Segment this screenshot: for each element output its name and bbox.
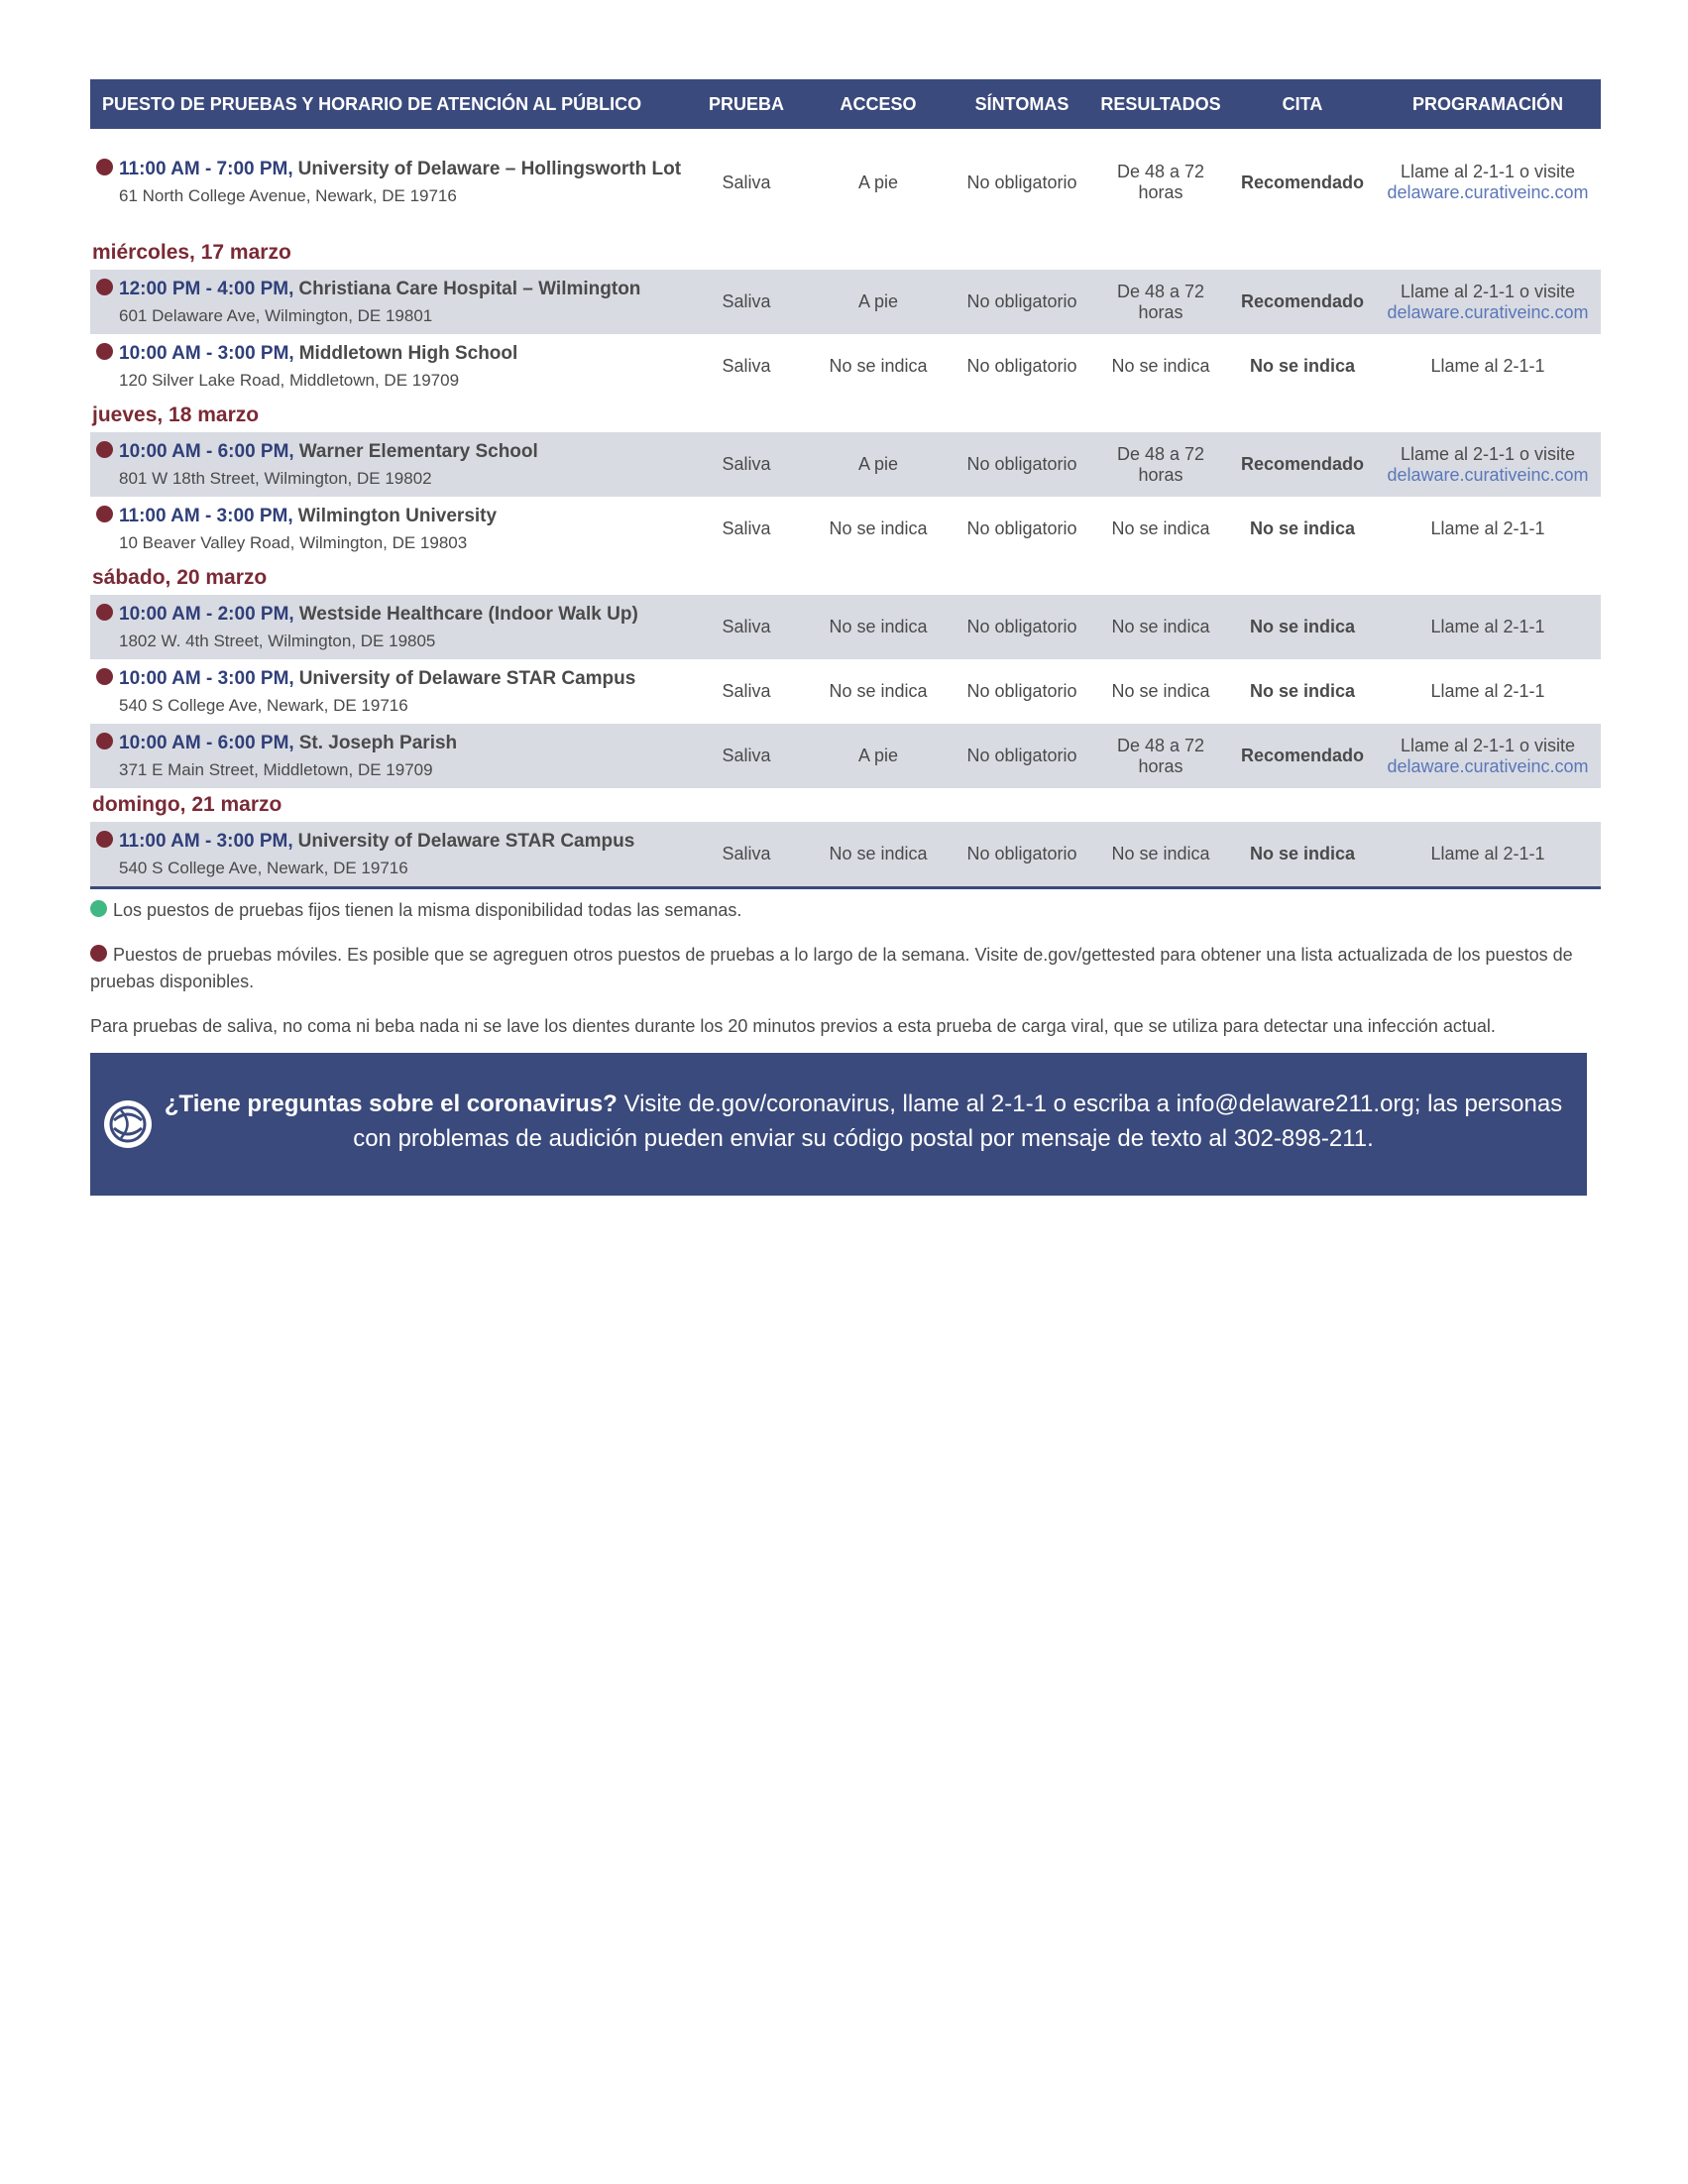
site-hours: 11:00 AM - 3:00 PM, [119,505,293,526]
header-test: PRUEBA [689,79,804,129]
site-name: University of Delaware STAR Campus [297,830,635,852]
mobile-site-dot-icon [96,506,113,522]
site-hours: 11:00 AM - 3:00 PM, [119,830,293,852]
site-name: Middletown High School [298,342,518,364]
appointment-cell: Recomendado [1230,270,1375,334]
site-address: 801 W 18th Street, Wilmington, DE 19802 [119,468,432,488]
day-heading: miércoles, 17 marzo [92,241,291,264]
symptoms-cell: No obligatorio [966,172,1077,192]
mobile-site-dot-icon [96,159,113,175]
site-name: St. Joseph Parish [298,732,458,753]
note-fixed [90,897,1601,924]
results-cell: No se indica [1111,681,1210,701]
scheduling-text: Llame al 2-1-1 o visite [1400,735,1576,755]
scheduling-text: Llame al 2-1-1 [1430,617,1545,636]
site-cell [90,129,689,236]
day-heading: jueves, 18 marzo [92,403,260,426]
scheduling-cell [1375,270,1601,334]
symptoms-cell: No obligatorio [953,822,1091,888]
appointment-cell: Recomendado [1230,432,1375,497]
day-heading-row [90,399,1601,432]
results-cell: De 48 a 72 horas [1116,162,1205,202]
scheduling-link[interactable]: delaware.curativeinc.com [1387,464,1589,485]
header-results: RESULTADOS [1091,79,1230,129]
site-hours: 11:00 AM - 7:00 PM, [119,159,293,179]
note-mobile [90,942,1601,995]
site-cell [90,659,689,724]
access-cell: No se indica [829,356,928,376]
table-row [90,497,1601,561]
scheduling-text: Llame al 2-1-1 [1430,681,1545,701]
scheduling-cell [1375,432,1601,497]
test-cell: Saliva [722,681,771,701]
site-address: 601 Delaware Ave, Wilmington, DE 19801 [119,305,433,325]
scheduling-link[interactable]: delaware.curativeinc.com [1387,755,1589,776]
access-cell: A pie [804,270,953,334]
site-name: University of Delaware – Hollingsworth Lot [297,159,682,179]
table-row [90,724,1601,788]
table-row [90,659,1601,724]
appointment-cell: No se indica [1249,681,1356,701]
header-access: ACCESO [804,79,953,129]
banner-text [160,1087,1567,1156]
site-cell [90,724,689,788]
symptoms-cell: No obligatorio [953,724,1091,788]
mobile-site-dot-icon [96,831,113,848]
site-address: 61 North College Avenue, Newark, DE 19716 [119,186,457,205]
virus-logo-icon [104,1100,152,1148]
results-cell: No se indica [1111,356,1210,376]
header-site: PUESTO DE PRUEBAS Y HORARIO DE ATENCIÓN AL PÚBLICO [90,79,689,129]
site-name: Wilmington University [297,505,498,526]
table-row [90,334,1601,399]
access-cell: No se indica [804,822,953,888]
header-appointment: CITA [1230,79,1375,129]
fixed-site-dot-icon [90,900,107,917]
scheduling-cell [1375,129,1601,236]
scheduling-cell [1375,334,1601,399]
banner-body: Visite de.gov/coronavirus, llame al 2-1-1 o escriba a info@delaware211.org; las personas con problemas de audición pueden enviar su código postal por mensaje de texto al 302-898-211. [353,1091,1563,1152]
site-address: 10 Beaver Valley Road, Wilmington, DE 19803 [119,532,468,552]
site-cell [90,334,689,399]
test-cell: Saliva [689,724,804,788]
table-header-row [90,79,1601,129]
scheduling-cell [1375,595,1601,659]
symptoms-cell: No obligatorio [953,432,1091,497]
header-scheduling: PROGRAMACIÓN [1375,79,1601,129]
scheduling-text: Llame al 2-1-1 o visite [1400,443,1576,464]
scheduling-text: Llame al 2-1-1 [1430,518,1545,538]
notes-section [90,897,1601,1058]
scheduling-cell [1375,497,1601,561]
site-cell [90,432,689,497]
scheduling-cell [1375,822,1601,888]
mobile-site-dot-icon [96,668,113,685]
day-heading: domingo, 21 marzo [92,793,282,816]
appointment-cell: Recomendado [1230,724,1375,788]
note-mobile-text: Puestos de pruebas móviles. Es posible que se agreguen otros puestos de pruebas a lo largo de la semana. Visite de.gov/gettested para obtener una lista actualizada de los puestos de pruebas disponibles. [90,945,1573,991]
site-name: Warner Elementary School [298,440,538,462]
scheduling-text: Llame al 2-1-1 [1430,844,1545,863]
site-hours: 10:00 AM - 3:00 PM, [119,667,294,689]
mobile-site-dot-icon [96,604,113,621]
access-cell: No se indica [829,518,928,538]
table-row [90,432,1601,497]
site-name: University of Delaware STAR Campus [298,667,636,689]
test-cell: Saliva [722,172,771,192]
access-cell: No se indica [829,681,928,701]
scheduling-link[interactable]: delaware.curativeinc.com [1387,182,1589,202]
header-symptoms: SÍNTOMAS [953,79,1091,129]
symptoms-cell: No obligatorio [966,681,1077,701]
symptoms-cell: No obligatorio [966,518,1077,538]
test-cell: Saliva [689,270,804,334]
test-cell: Saliva [689,432,804,497]
appointment-cell: No se indica [1230,822,1375,888]
site-name: Christiana Care Hospital – Wilmington [298,278,641,299]
test-cell: Saliva [722,518,771,538]
access-cell: A pie [804,724,953,788]
table-body [90,129,1601,888]
site-cell [90,270,689,334]
mobile-site-dot-icon [96,279,113,295]
results-cell: De 48 a 72 horas [1091,270,1230,334]
access-cell: A pie [804,432,953,497]
day-heading-row [90,788,1601,822]
test-cell: Saliva [689,595,804,659]
symptoms-cell: No obligatorio [953,595,1091,659]
table-row [90,129,1601,236]
note-fixed-text: Los puestos de pruebas fijos tienen la misma disponibilidad todas las semanas. [113,900,742,920]
site-hours: 12:00 PM - 4:00 PM, [119,278,294,299]
scheduling-link[interactable]: delaware.curativeinc.com [1387,301,1589,322]
site-address: 1802 W. 4th Street, Wilmington, DE 19805 [119,631,436,650]
mobile-site-dot-icon [96,733,113,749]
coronavirus-banner [90,1053,1587,1196]
symptoms-cell: No obligatorio [966,356,1077,376]
mobile-site-dot-icon [96,343,113,360]
site-hours: 10:00 AM - 6:00 PM, [119,732,294,753]
appointment-cell: No se indica [1230,595,1375,659]
access-cell: A pie [857,172,899,192]
access-cell: No se indica [804,595,953,659]
banner-question: ¿Tiene preguntas sobre el coronavirus? [164,1091,618,1117]
day-heading: sábado, 20 marzo [92,566,268,589]
note-saliva: Para pruebas de saliva, no coma ni beba nada ni se lave los dientes durante los 20 minutos previos a esta prueba de carga viral, que se utiliza para detectar una infección actual. [90,1016,1496,1036]
symptoms-cell: No obligatorio [953,270,1091,334]
appointment-cell: No se indica [1249,356,1356,376]
results-cell: No se indica [1091,595,1230,659]
site-hours: 10:00 AM - 2:00 PM, [119,603,294,625]
site-hours: 10:00 AM - 6:00 PM, [119,440,294,462]
site-name: Westside Healthcare (Indoor Walk Up) [298,603,638,625]
test-cell: Saliva [722,356,771,376]
appointment-cell: Recomendado [1240,172,1365,192]
results-cell: No se indica [1091,822,1230,888]
site-cell [90,497,689,561]
results-cell: No se indica [1111,518,1210,538]
table-row [90,595,1601,659]
mobile-site-dot-icon [90,945,107,962]
day-heading-row [90,236,1601,270]
site-address: 371 E Main Street, Middletown, DE 19709 [119,759,433,779]
results-cell: De 48 a 72 horas [1091,432,1230,497]
results-cell: De 48 a 72 horas [1091,724,1230,788]
day-heading-row [90,561,1601,595]
scheduling-cell [1375,724,1601,788]
scheduling-text: Llame al 2-1-1 o visite [1400,162,1576,181]
table-row [90,270,1601,334]
site-address: 540 S College Ave, Newark, DE 19716 [119,858,408,877]
test-cell: Saliva [689,822,804,888]
scheduling-cell [1375,659,1601,724]
site-hours: 10:00 AM - 3:00 PM, [119,342,294,364]
scheduling-text: Llame al 2-1-1 [1430,356,1545,376]
scheduling-text: Llame al 2-1-1 o visite [1400,281,1576,301]
site-address: 120 Silver Lake Road, Middletown, DE 19709 [119,370,460,390]
site-cell [90,822,689,888]
appointment-cell: No se indica [1249,518,1356,538]
schedule-section [90,79,1601,889]
table-row [90,822,1601,888]
testing-sites-table [90,79,1601,889]
site-address: 540 S College Ave, Newark, DE 19716 [119,695,408,715]
mobile-site-dot-icon [96,441,113,458]
site-cell [90,595,689,659]
